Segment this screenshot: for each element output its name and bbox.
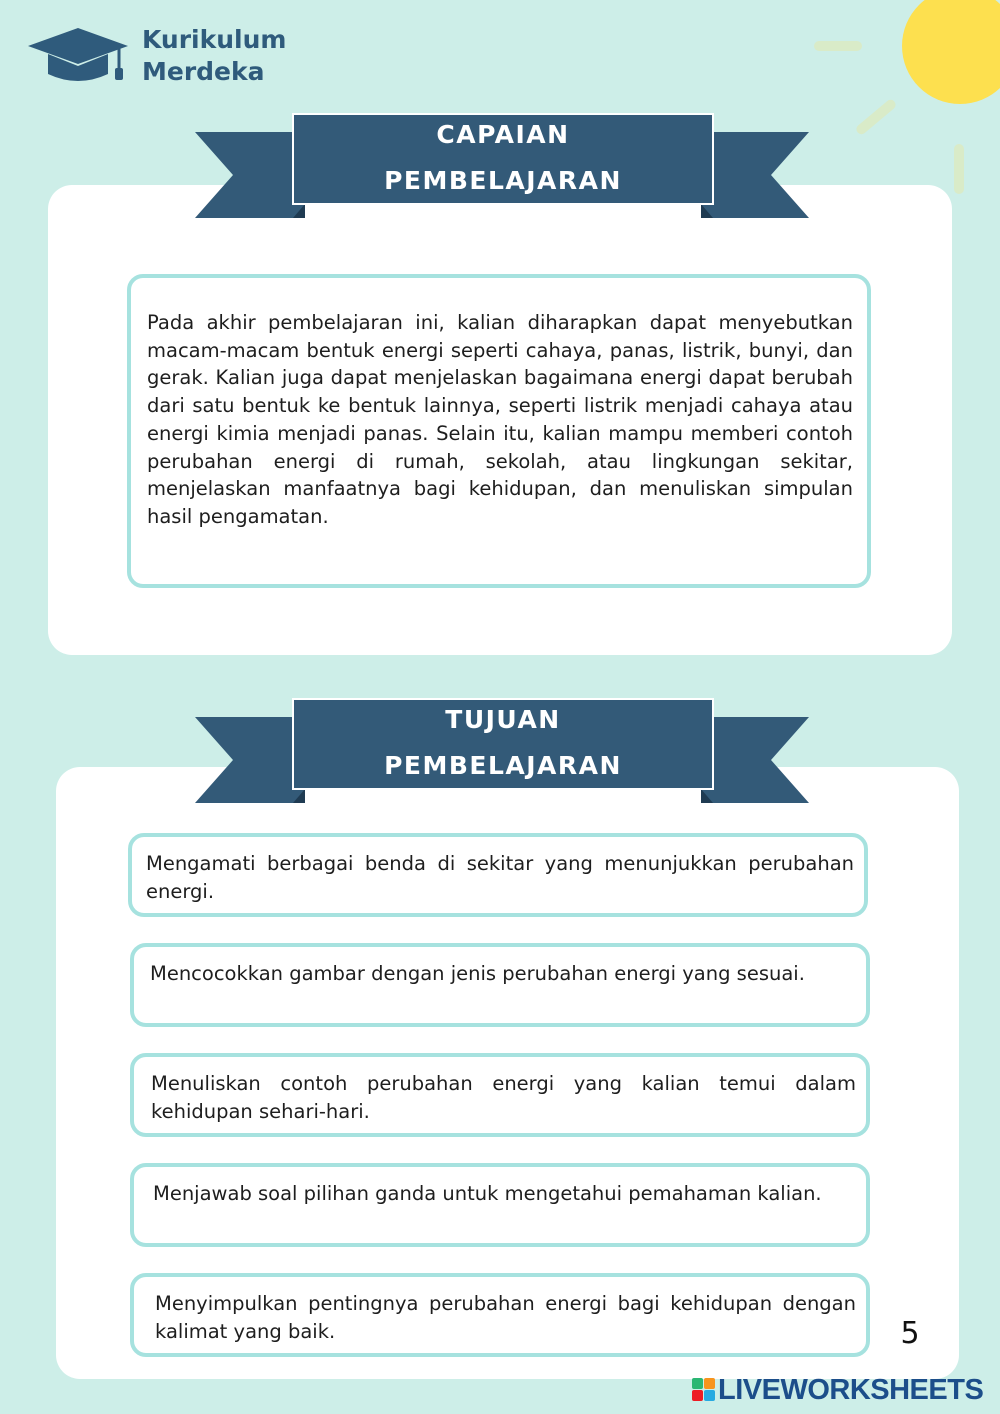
tujuan-title: [293, 699, 713, 787]
goal-text: Menyimpulkan pentingnya perubahan energi bagi kehidupan dengan kalimat yang baik.: [155, 1292, 856, 1343]
tujuan-ribbon: [193, 697, 813, 807]
liveworksheets-text: LIVEWORKSHEETS: [718, 1374, 984, 1406]
capaian-title-line-2: PEMBELAJARAN: [384, 166, 622, 195]
brand-line-1: Kurikulum: [142, 25, 287, 54]
liveworksheets-logo-icon: [692, 1378, 716, 1402]
goal-item: [128, 833, 868, 917]
goal-text: Menuliskan contoh perubahan energi yang kalian temui dalam kehidupan sehari-hari.: [151, 1072, 856, 1123]
goal-item: [130, 943, 870, 1027]
tujuan-title-line-1: TUJUAN: [445, 705, 561, 734]
brand-logo: [26, 24, 296, 88]
capaian-paragraph: Pada akhir pembelajaran ini, kalian diharapkan dapat menyebutkan macam-macam bentuk energi seperti cahaya, panas, listrik, bunyi, dan gerak. Kalian juga dapat menjelaskan bagaimana energi dapat berubah dari satu bentuk ke bentuk lainnya, seperti listrik menjadi cahaya atau energi kimia menjadi panas. Selain itu, kalian mampu memberi contoh perubahan energi di rumah, sekolah, atau lingkungan sekitar, menjelaskan manfaatnya bagi kehidupan, dan menuliskan simpulan hasil pengamatan.: [147, 311, 853, 528]
brand-name: [142, 24, 286, 88]
capaian-title: [293, 114, 713, 202]
capaian-title-line-1: CAPAIAN: [436, 120, 570, 149]
goal-item: [130, 1273, 870, 1357]
goal-item: [130, 1053, 870, 1137]
goal-item: [130, 1163, 870, 1247]
goal-text: Mencocokkan gambar dengan jenis perubahan energi yang sesuai.: [150, 962, 805, 985]
goal-text: Menjawab soal pilihan ganda untuk mengetahui pemahaman kalian.: [153, 1182, 822, 1205]
sun-icon: [810, 0, 1000, 200]
page-number: 5: [900, 1316, 920, 1351]
brand-line-2: Merdeka: [142, 57, 265, 86]
liveworksheets-watermark[interactable]: [690, 1374, 995, 1406]
capaian-text-box: [127, 274, 871, 588]
tujuan-title-line-2: PEMBELAJARAN: [384, 751, 622, 780]
graduation-cap-icon: [26, 26, 130, 84]
capaian-ribbon: [193, 112, 813, 222]
goal-text: Mengamati berbagai benda di sekitar yang menunjukkan perubahan energi.: [146, 852, 854, 903]
